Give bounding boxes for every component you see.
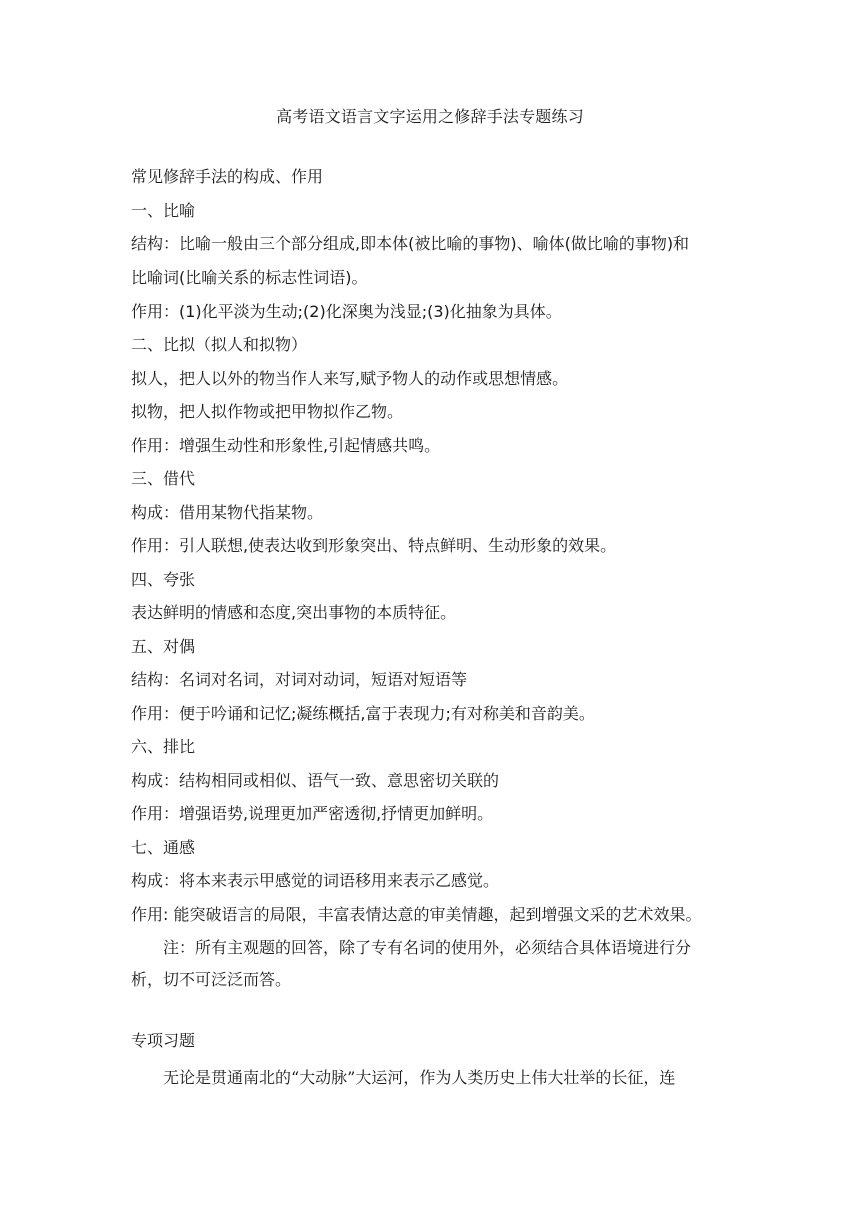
note-line-1: 注：所有主观题的回答，除了专有名词的使用外，必须结合具体语境进行分 [163, 938, 692, 957]
section-heading-1: 一、比喻 [131, 200, 196, 220]
document-body [131, 166, 741, 1089]
page-title: 高考语文语言文字运用之修辞手法专题练习 [276, 107, 584, 126]
section-2-line-2: 拟物，把人拟作物或把甲物拟作乙物。 [131, 402, 404, 421]
section-heading-7: 七、通感 [131, 837, 196, 857]
section-6-line-1: 构成：结构相同或相似、语气一致、意思密切关联的 [131, 770, 500, 790]
section-2-line-3: 作用：增强生动性和形象性,引起情感共鸣。 [131, 435, 441, 455]
section-heading-2: 二、比拟（拟人和拟物） [131, 335, 308, 354]
section-heading-4: 四、夸张 [131, 569, 196, 589]
section-3-line-2: 作用：引人联想,使表达收到形象突出、特点鲜明、生动形象的效果。 [131, 536, 617, 555]
section-5-line-1: 结构：名词对名词，对词对动词，短语对短语等 [131, 670, 468, 689]
section-heading-6: 六、排比 [131, 737, 196, 756]
section-divider-space [131, 996, 741, 1030]
section-7-line-2: 作用: 能突破语言的局限，丰富表情达意的审美情趣，起到增强文采的艺术效果。 [131, 904, 702, 924]
section-1-line-2: 比喻词(比喻关系的标志性词语)。 [131, 268, 368, 287]
section-7-line-1: 构成：将本来表示甲感觉的词语移用来表示乙感觉。 [131, 871, 500, 890]
section-6-line-2: 作用：增强语势,说理更加严密透彻,抒情更加鲜明。 [131, 804, 494, 823]
section-heading-3: 三、借代 [131, 469, 196, 488]
section-2-line-1: 拟人，把人以外的物当作人来写,赋予物人的动作或思想情感。 [131, 368, 569, 388]
exercise-heading: 专项习题 [131, 1031, 196, 1050]
note-paragraph [131, 932, 741, 996]
intro-line: 常见修辞手法的构成、作用 [131, 167, 324, 186]
section-3-line-1: 构成：借用某物代指某物。 [131, 502, 324, 522]
section-5-line-2: 作用：便于吟诵和记忆;凝练概括,富于表现力;有对称美和音韵美。 [131, 703, 595, 723]
section-4-line-1: 表达鲜明的情感和态度,突出事物的本质特征。 [131, 603, 457, 622]
section-1-line-3: 作用：(1)化平淡为生动;(2)化深奥为浅显;(3)化抽象为具体。 [131, 301, 562, 321]
section-1-line-1: 结构：比喻一般由三个部分组成,即本体(被比喻的事物)、喻体(做比喻的事物)和 [131, 234, 690, 253]
exercise-first-line: 无论是贯通南北的“大动脉”大运河，作为人类历史上伟大壮举的长征，连 [163, 1068, 676, 1087]
section-heading-5: 五、对偶 [131, 636, 196, 656]
note-line-2: 析，切不可泛泛而答。 [131, 970, 292, 989]
